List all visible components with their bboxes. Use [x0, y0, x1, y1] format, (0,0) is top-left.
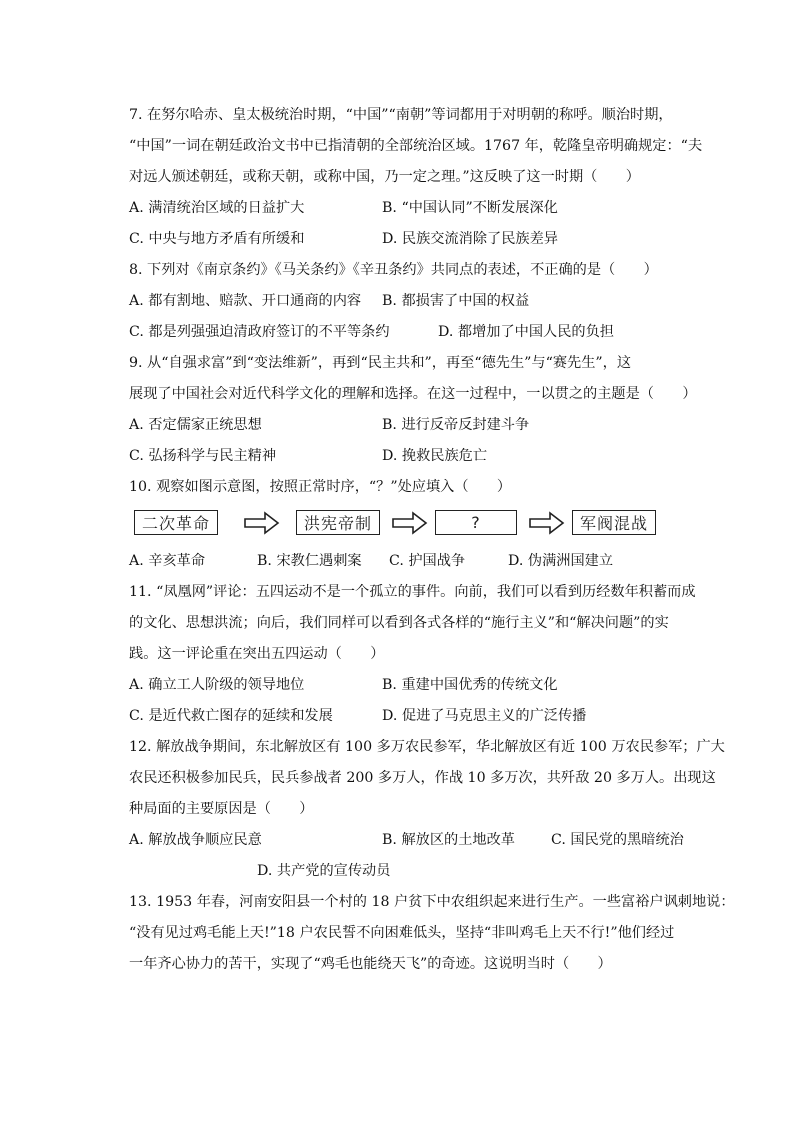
q12-stem-line-2: 农民还积极参加民兵，民兵参战者 200 多万人，作战 10 多万次，共歼敌 20 多万人。出现这 — [129, 770, 716, 786]
q7-option-b: B. “中国认同”不断发展深化 — [382, 200, 558, 216]
q7-option-d: D. 民族交流消除了民族差异 — [382, 231, 558, 247]
q13-stem-line-3: 一年齐心协力的苦干，实现了“鸡毛也能绕天飞”的奇迹。这说明当时（ ） — [129, 956, 612, 972]
q12-option-d: D. 共产党的宣传动员 — [257, 863, 391, 879]
q11-option-d: D. 促进了马克思主义的广泛传播 — [382, 708, 587, 724]
q11-option-a: A. 确立工人阶级的领导地位 — [129, 677, 305, 693]
q11-stem-line-2: 的文化、思想洪流；向后，我们同样可以看到各式各样的“施行主义”和“解决问题”的实 — [129, 615, 669, 631]
q10-option-b: B. 宋教仁遇刺案 — [257, 553, 362, 569]
q12-option-c: C. 国民党的黑暗统治 — [551, 832, 684, 848]
q12-stem-line-1: 12. 解放战争期间，东北解放区有 100 多万农民参军，华北解放区有近 100 万农民参军；广大 — [129, 739, 725, 755]
q10-option-a: A. 辛亥革命 — [129, 553, 206, 569]
flow-box-3-unknown: ? — [435, 510, 517, 535]
q13-stem-line-1: 13. 1953 年春，河南安阳县一个村的 18 户贫下中农组织起来进行生产。一些富裕户讽刺地说： — [129, 894, 735, 910]
q12-stem-line-3: 种局面的主要原因是（ ） — [129, 801, 314, 817]
q7-option-c: C. 中央与地方矛盾有所缓和 — [129, 231, 305, 247]
q11-stem-line-3: 践。这一评论重在突出五四运动（ ） — [129, 646, 385, 662]
q9-stem-line-2: 展现了中国社会对近代科学文化的理解和选择。在这一过程中，一以贯之的主题是（ ） — [129, 386, 697, 402]
q8-option-b: B. 都损害了中国的权益 — [382, 293, 530, 309]
q11-option-b: B. 重建中国优秀的传统文化 — [382, 677, 558, 693]
q9-option-c: C. 弘扬科学与民主精神 — [129, 448, 277, 464]
q10-stem-line-1: 10. 观察如图示意图，按照正常时序，“？”处应填入（ ） — [129, 479, 512, 495]
flow-arrow-1-icon — [244, 511, 280, 535]
q9-option-d: D. 挽救民族危亡 — [382, 448, 488, 464]
q8-stem-line-1: 8. 下列对《南京条约》《马关条约》《辛丑条约》共同点的表述，不正确的是（ ） — [129, 262, 658, 278]
q9-option-a: A. 否定儒家正统思想 — [129, 417, 262, 433]
q9-option-b: B. 进行反帝反封建斗争 — [382, 417, 530, 433]
q7-stem-line-2: “中国”一词在朝廷政治文书中已指清朝的全部统治区域。1767 年，乾隆皇帝明确规定：“夫 — [129, 138, 703, 154]
q7-stem-line-1: 7. 在努尔哈赤、皇太极统治时期，“中国”“南朝”等词都用于对明朝的称呼。顺治时期， — [129, 107, 673, 123]
flow-arrow-3-icon — [529, 511, 565, 535]
flow-box-1: 二次革命 — [134, 510, 218, 535]
flow-box-4: 军阀混战 — [572, 510, 656, 535]
q11-option-c: C. 是近代救亡图存的延续和发展 — [129, 708, 333, 724]
q10-option-c: C. 护国战争 — [389, 553, 466, 569]
q8-option-d: D. 都增加了中国人民的负担 — [438, 324, 614, 340]
q10-option-d: D. 伪满洲国建立 — [508, 553, 614, 569]
q7-stem-line-3: 对远人颁述朝廷，或称天朝，或称中国，乃一定之理。”这反映了这一时期（ ） — [129, 169, 640, 185]
q9-stem-line-1: 9. 从“自强求富”到“变法维新”，再到“民主共和”，再至“德先生”与“赛先生”，这 — [129, 355, 632, 371]
q7-option-a: A. 满清统治区域的日益扩大 — [129, 200, 305, 216]
q8-option-a: A. 都有割地、赔款、开口通商的内容 — [129, 293, 362, 309]
q13-stem-line-2: “没有见过鸡毛能上天!”18 户农民誓不向困难低头，坚持“非叫鸡毛上天不行!”他们经过 — [129, 925, 675, 941]
flow-box-2: 洪宪帝制 — [296, 510, 380, 535]
q11-stem-line-1: 11. “凤凰网”评论：五四运动不是一个孤立的事件。向前，我们可以看到历经数年积蓄而成 — [129, 584, 696, 600]
q8-option-c: C. 都是列强强迫清政府签订的不平等条约 — [129, 324, 390, 340]
flow-arrow-2-icon — [392, 511, 428, 535]
q12-option-a: A. 解放战争顺应民意 — [129, 832, 262, 848]
q12-option-b: B. 解放区的土地改革 — [382, 832, 515, 848]
